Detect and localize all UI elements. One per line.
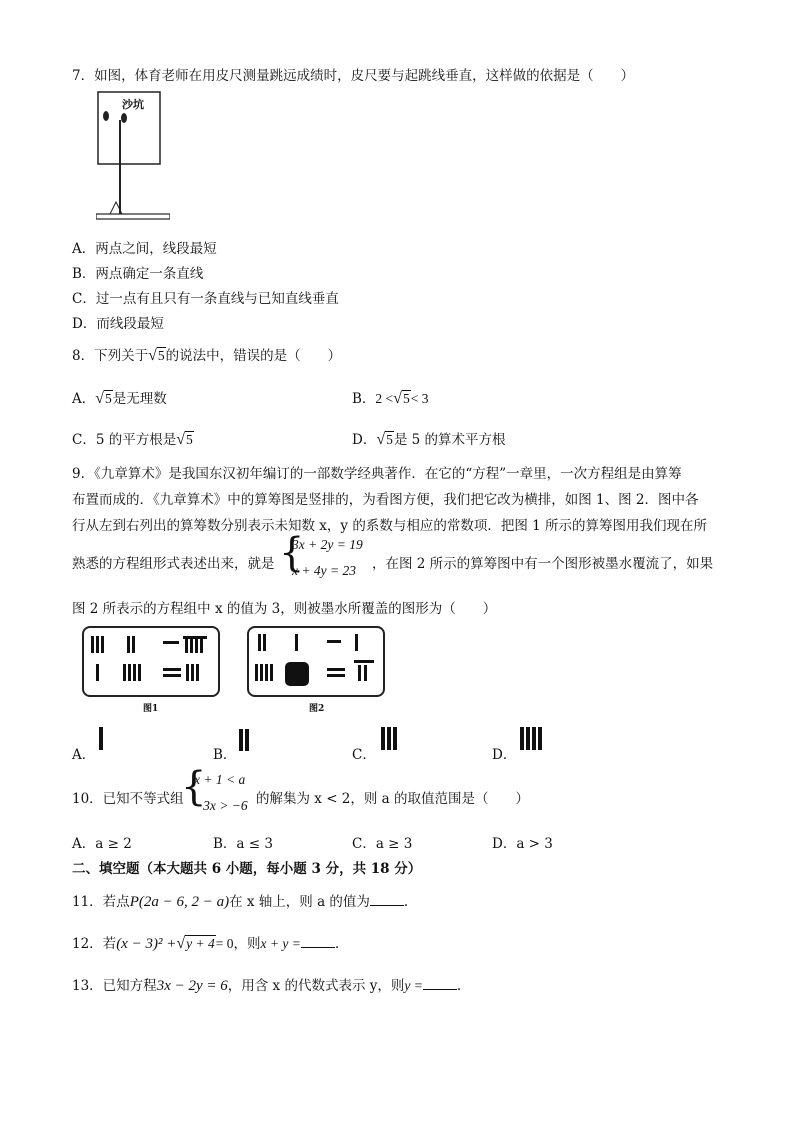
- counting-rod: [263, 634, 266, 651]
- q10-option-d: D．a > 3: [492, 836, 553, 852]
- q10-stem-post: 的解集为 x < 2，则 a 的取值范围是（ ）: [256, 791, 530, 807]
- counting-rod: [133, 664, 136, 681]
- counting-rod: [355, 634, 358, 651]
- figure-1-caption: 图1: [143, 704, 159, 714]
- counting-rod: [123, 664, 126, 681]
- answer-blank[interactable]: [370, 893, 404, 906]
- counting-rod: [265, 664, 268, 681]
- ink-blot: [285, 662, 309, 686]
- q8-option-c: C．5 的平方根是√5: [72, 431, 193, 448]
- q10-option-b: B．a ≤ 3: [213, 836, 273, 852]
- counting-rod: [91, 636, 94, 653]
- q8-option-d: D．√5是 5 的算术平方根: [352, 431, 506, 448]
- counting-rod: [258, 634, 261, 651]
- q9-option-a-label: A．: [72, 747, 96, 763]
- counting-rod: [163, 674, 181, 677]
- counting-rod: [200, 636, 203, 653]
- counting-rod: [96, 664, 99, 681]
- q10-inequality-1: x + 1 < a: [194, 772, 246, 787]
- q8-option-a: A．√5是无理数: [72, 390, 167, 407]
- counting-rod: [295, 634, 298, 651]
- q8-option-b: B．2 <√5< 3: [352, 390, 429, 407]
- q7-option-c: C．过一点有且只有一条直线与已知直线垂直: [72, 291, 339, 307]
- equation-brace: {: [279, 530, 305, 576]
- q9-equation-2: x + 4y = 23: [292, 563, 356, 578]
- counting-rod: [196, 664, 199, 681]
- q7-option-b: B．两点确定一条直线: [72, 266, 204, 282]
- counting-rod: [532, 727, 536, 750]
- q11: 11．若点P(2a − 6, 2 − a)在 x 轴上，则 a 的值为 .: [72, 894, 409, 910]
- q9-line5: 图 2 所表示的方程组中 x 的值为 3，则被墨水所覆盖的图形为（ ）: [72, 601, 497, 617]
- q9-option-b-label: B．: [213, 747, 237, 763]
- counting-rod: [260, 664, 263, 681]
- q9-option-b-rods: [239, 729, 243, 751]
- inequality-brace: {: [181, 764, 207, 810]
- q12: 12．若(x − 3)² +√y + 4= 0，则x + y = .: [72, 935, 340, 952]
- q9-option-d-rods: [520, 727, 524, 750]
- counting-rod: [96, 636, 99, 653]
- counting-rod: [393, 727, 397, 750]
- q10-option-c: C．a ≥ 3: [352, 836, 413, 852]
- q10-option-a: A．a ≥ 2: [72, 836, 132, 852]
- counting-rod: [195, 636, 198, 653]
- q10-stem-pre: 10．已知不等式组: [72, 791, 184, 807]
- counting-rod: [387, 727, 391, 750]
- q7-stem: 7．如图，体育老师在用皮尺测量跳远成绩时，皮尺要与起跳线垂直，这样做的依据是（ ）: [72, 68, 635, 84]
- answer-blank[interactable]: [301, 935, 335, 948]
- counting-rod: [327, 640, 341, 643]
- counting-rod: [327, 674, 345, 677]
- counting-rod: [255, 664, 258, 681]
- q9-line4-pre: 熟悉的方程组形式表述出来，就是: [72, 556, 275, 572]
- footprint-icon: [103, 111, 109, 121]
- counting-rod: [191, 664, 194, 681]
- q9-line4-post: ，在图 2 所示的算筹图中有一个图形被墨水覆流了，如果: [372, 556, 714, 572]
- q9-line1: 9．《九章算术》是我国东汉初年编订的一部数学经典著作．在它的“方程”一章里，一次方程组是由算筹: [72, 466, 682, 482]
- sandpit-label: 沙坑: [122, 98, 144, 111]
- q9-option-c-rods: [381, 727, 385, 750]
- section-heading: 二、填空题（本大题共 6 小题，每小题 3 分，共 18 分）: [72, 861, 422, 877]
- counting-rod: [186, 664, 189, 681]
- answer-blank[interactable]: [423, 977, 457, 990]
- counting-rod: [270, 664, 273, 681]
- counting-rod: [163, 641, 179, 644]
- q9-option-a-rods: [99, 727, 103, 750]
- counting-rod: [138, 664, 141, 681]
- q10-inequality-2: −3x > −6: [194, 798, 248, 813]
- q9-equation-1: 3x + 2y = 19: [292, 537, 363, 552]
- counting-rod: [190, 636, 193, 653]
- q9-line2: 布置而成的．《九章算术》中的算筹图是竖排的，为看图方便，我们把它改为横排，如图 1、图 2．图中各: [72, 492, 699, 508]
- q9-line3: 行从左到右列出的算筹数分别表示未知数 x，y 的系数与相应的常数项．把图 1 所示的算筹图用我们现在所: [72, 518, 707, 534]
- counting-rod: [538, 727, 542, 750]
- footprint-icon: [121, 113, 127, 123]
- q9-option-c-label: C．: [352, 747, 376, 763]
- counting-rod: [127, 636, 130, 653]
- figure-2-caption: 图2: [309, 704, 325, 714]
- counting-rod: [132, 636, 135, 653]
- counting-rod: [354, 660, 374, 663]
- counting-rod: [526, 727, 530, 750]
- q9-option-d-label: D．: [492, 747, 517, 763]
- counting-rod: [185, 636, 188, 653]
- counting-rod: [358, 665, 361, 681]
- counting-rod: [101, 636, 104, 653]
- takeoff-line: [96, 214, 170, 219]
- counting-rod: [245, 729, 249, 751]
- counting-rod: [163, 668, 181, 671]
- q13: 13．已知方程3x − 2y = 6，用含 x 的代数式表示 y，则y = .: [72, 978, 462, 994]
- counting-rod: [327, 668, 345, 671]
- counting-rod: [364, 665, 367, 681]
- q8-stem: 8．下列关于√5的说法中，错误的是（ ）: [72, 347, 342, 364]
- q7-option-a: A．两点之间，线段最短: [72, 241, 217, 257]
- counting-rod: [128, 664, 131, 681]
- q7-option-d: D．而线段最短: [72, 316, 164, 332]
